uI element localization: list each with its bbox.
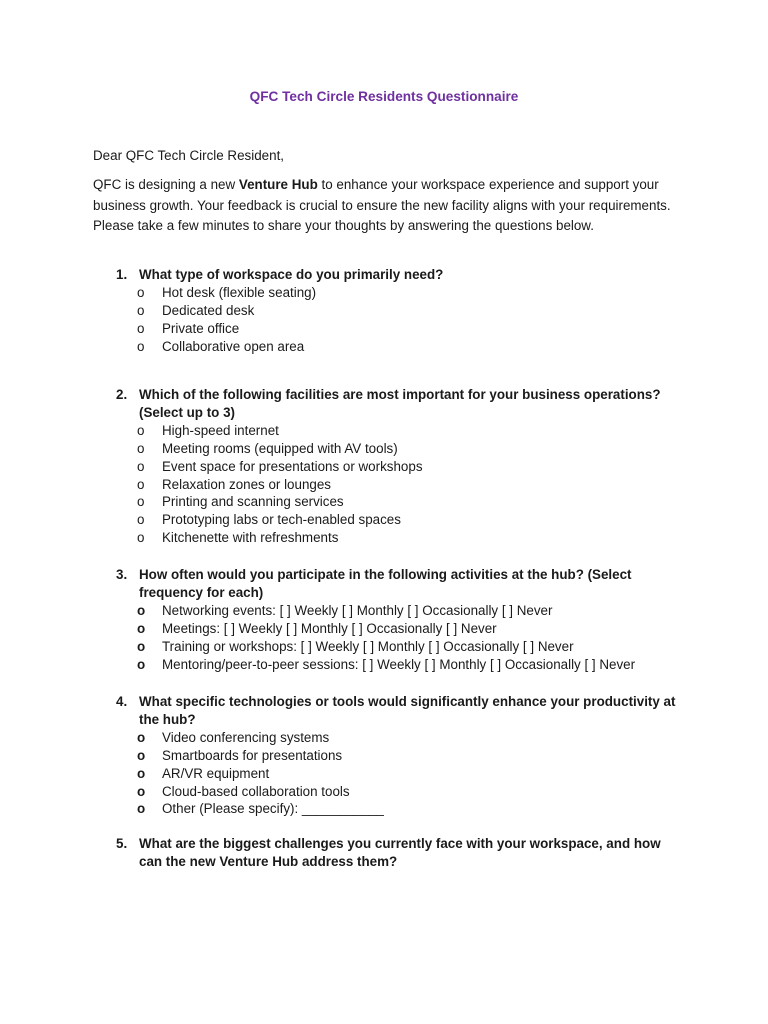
option-label: Mentoring/peer-to-peer sessions: [ ] Weekly [ ] Monthly [ ] Occasionally [ ] Never: [162, 656, 636, 672]
question-3: [116, 566, 681, 673]
intro-paragraph: [93, 175, 673, 237]
option-item: [115, 800, 681, 818]
option-list: [115, 602, 681, 674]
option-item: [115, 440, 681, 458]
bullet-icon: o: [137, 765, 146, 781]
option-item: [115, 284, 681, 302]
option-label: Meeting rooms (equipped with AV tools): [162, 440, 398, 456]
option-label: High-speed internet: [162, 422, 279, 438]
option-label: Prototyping labs or tech-enabled spaces: [162, 512, 401, 528]
bullet-icon: o: [137, 747, 146, 763]
option-label: Collaborative open area: [162, 338, 305, 354]
bullet-icon: o: [137, 530, 145, 546]
question-5: [116, 835, 681, 871]
bullet-icon: o: [137, 512, 145, 528]
option-list: [115, 284, 681, 356]
option-item: [115, 620, 681, 638]
option-item: [115, 458, 681, 476]
option-label: Relaxation zones or lounges: [162, 476, 331, 492]
option-item: [115, 729, 681, 747]
option-item: [115, 493, 681, 511]
question-4: [116, 693, 681, 818]
bullet-icon: o: [137, 338, 145, 354]
intro-highlight: Venture Hub: [238, 177, 318, 192]
option-label: Dedicated desk: [162, 302, 255, 318]
option-label: Printing and scanning services: [162, 494, 344, 510]
question-number: 5.: [116, 836, 128, 851]
option-item: [115, 638, 681, 656]
option-item: [115, 765, 681, 783]
option-label: Private office: [162, 320, 240, 336]
bullet-icon: o: [137, 422, 145, 438]
option-label: Other (Please specify): ___________: [162, 801, 384, 817]
option-label: Kitchenette with refreshments: [162, 530, 339, 546]
option-label: Event space for presentations or workshops: [162, 458, 423, 474]
bullet-icon: o: [137, 638, 146, 654]
bullet-icon: o: [137, 801, 146, 817]
bullet-icon: o: [137, 729, 146, 745]
option-item: [115, 338, 681, 356]
intro-after: to enhance your workspace experience and support your business growth. Your feedback is crucial to ensure the new facility aligns with your requirements. Please take a few minutes to share your thoughts by answering the questions below.: [93, 177, 671, 233]
option-item: [115, 320, 681, 338]
option-item: [115, 511, 681, 529]
option-label: Training or workshops: [ ] Weekly [ ] Monthly [ ] Occasionally [ ] Never: [162, 638, 574, 654]
option-label: Cloud-based collaboration tools: [162, 783, 350, 799]
option-item: [115, 302, 681, 320]
bullet-icon: o: [137, 656, 146, 672]
bullet-icon: o: [137, 302, 145, 318]
bullet-icon: o: [137, 458, 145, 474]
question-number: 4.: [116, 694, 128, 709]
question-text: How often would you participate in the following activities at the hub? (Select frequency for each): [139, 567, 632, 600]
question-text: What type of workspace do you primarily need?: [139, 267, 444, 282]
question-text: Which of the following facilities are most important for your business operations? (Select up to 3): [139, 387, 661, 420]
greeting: Dear QFC Tech Circle Resident,: [93, 148, 285, 163]
question-1: [116, 266, 681, 356]
question-number: 2.: [116, 387, 128, 402]
option-label: Hot desk (flexible seating): [162, 284, 317, 300]
question-number: 1.: [116, 267, 128, 282]
question-number: 3.: [116, 567, 128, 582]
question-text: What specific technologies or tools would significantly enhance your productivity at the hub?: [139, 694, 676, 727]
option-item: [115, 422, 681, 440]
question-2: [116, 386, 681, 547]
option-label: AR/VR equipment: [162, 765, 270, 781]
bullet-icon: o: [137, 476, 145, 492]
bullet-icon: o: [137, 620, 146, 636]
option-label: Meetings: [ ] Weekly [ ] Monthly [ ] Occasionally [ ] Never: [162, 620, 497, 636]
option-list: [115, 729, 681, 819]
option-label: Video conferencing systems: [162, 729, 330, 745]
bullet-icon: o: [137, 494, 145, 510]
bullet-icon: o: [137, 440, 145, 456]
option-item: [115, 656, 681, 674]
bullet-icon: o: [137, 602, 146, 618]
bullet-icon: o: [137, 320, 145, 336]
option-label: Smartboards for presentations: [162, 747, 343, 763]
option-item: [115, 602, 681, 620]
option-list: [115, 422, 681, 547]
option-item: [115, 747, 681, 765]
bullet-icon: o: [137, 284, 145, 300]
option-item: [115, 476, 681, 494]
question-text: What are the biggest challenges you currently face with your workspace, and how can the new Venture Hub address them?: [139, 836, 661, 869]
option-item: [115, 783, 681, 801]
option-label: Networking events: [ ] Weekly [ ] Monthly [ ] Occasionally [ ] Never: [162, 602, 553, 618]
option-item: [115, 529, 681, 547]
document-title: QFC Tech Circle Residents Questionnaire: [249, 89, 519, 104]
intro-before: QFC is designing a new: [93, 177, 239, 192]
bullet-icon: o: [137, 783, 146, 799]
